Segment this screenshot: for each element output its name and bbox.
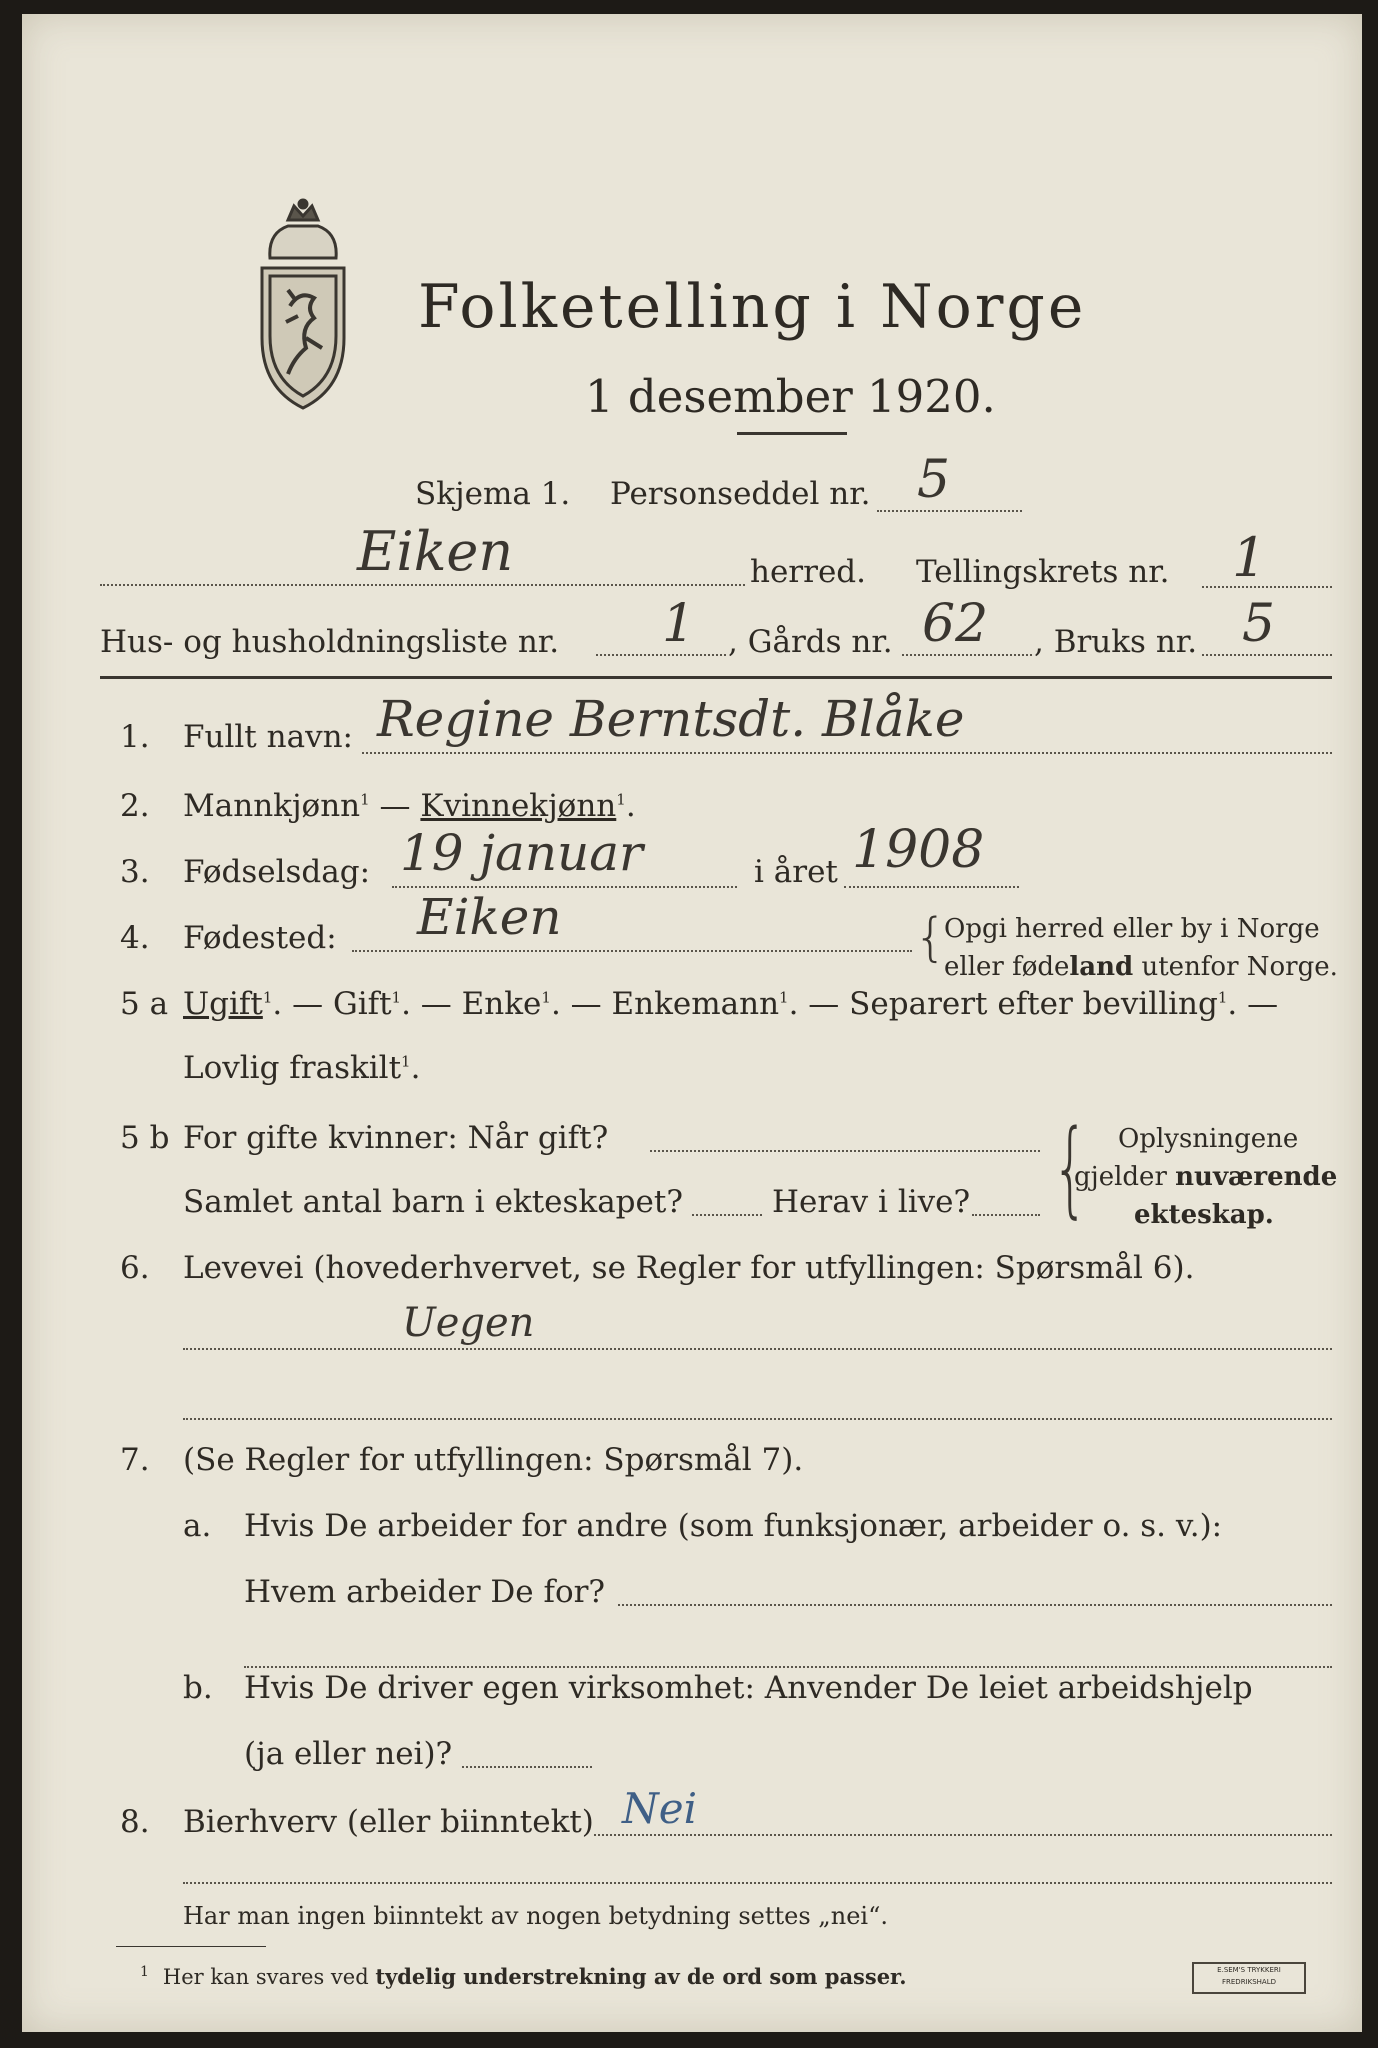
q2-options: Mannkjønn$^1$ — Kvinnekjønn$^1$. xyxy=(183,788,636,824)
q3-birth-day: 19 januar xyxy=(400,824,643,882)
q6-number: 6. xyxy=(120,1250,150,1286)
q5b-line2a-dots xyxy=(692,1214,762,1216)
q7b-line2: (ja eller nei)? xyxy=(244,1736,453,1772)
personseddel-line xyxy=(877,510,1022,512)
q8-line xyxy=(594,1834,1332,1836)
bruks-label: , Bruks nr. xyxy=(1034,624,1198,660)
header-separator xyxy=(100,676,1332,679)
q5b-line2b: Herav i live? xyxy=(772,1184,971,1220)
q6-line1 xyxy=(183,1348,1332,1350)
q4-brace: { xyxy=(914,908,948,968)
hus-label: Hus- og husholdningsliste nr. xyxy=(100,624,560,660)
q7b-line2-dots xyxy=(462,1766,592,1768)
skjema-label: Skjema 1. xyxy=(415,476,571,512)
q6-line2 xyxy=(183,1418,1332,1420)
census-form-page xyxy=(22,14,1362,2032)
herred-label: herred. xyxy=(750,554,866,590)
norwegian-coat-of-arms-icon xyxy=(248,198,358,413)
tellingskrets-value: 1 xyxy=(1232,526,1267,589)
q3-number: 3. xyxy=(120,854,150,890)
q6-occupation: Uegen xyxy=(402,1300,535,1346)
q5b-line1-dots xyxy=(650,1150,1040,1152)
q8-side-income: Nei xyxy=(622,1784,698,1833)
printer-stamp: E.SEM'S TRYKKERI FREDRIKSHALD xyxy=(1192,1962,1306,1994)
q4-label: Fødested: xyxy=(183,920,337,956)
q4-birthplace: Eiken xyxy=(417,888,562,946)
q5b-note-line2: gjelder nuværende xyxy=(1074,1162,1338,1192)
q1-number: 1. xyxy=(120,719,150,755)
footer-note: Har man ingen biinntekt av nogen betydning settes „nei“. xyxy=(183,1902,888,1930)
footnote: $^1$ Her kan svares ved tydelig understrekning av de ord som passer. xyxy=(140,1964,907,1989)
q3-year-line xyxy=(844,886,1019,888)
title-divider xyxy=(737,432,847,435)
q5a-separert: Separert efter bevilling xyxy=(849,986,1218,1022)
q5a-fraskilt: Lovlig fraskilt$^1$. xyxy=(183,1050,421,1086)
q5b-note-line3: ekteskap. xyxy=(1134,1200,1274,1230)
q5b-line2a: Samlet antal barn i ekteskapet? xyxy=(183,1184,683,1220)
q3-birth-year: 1908 xyxy=(852,820,985,880)
q2-number: 2. xyxy=(120,788,150,824)
q5a-enke: Enke xyxy=(461,986,542,1022)
q1-full-name: Regine Berntsdt. Blåke xyxy=(377,690,965,748)
q3-year-label: i året xyxy=(754,854,838,890)
q4-number: 4. xyxy=(120,920,150,956)
q5b-brace: { xyxy=(1052,1107,1089,1229)
herred-line xyxy=(100,584,745,586)
q7a-line2: Hvem arbeider De for? xyxy=(244,1574,606,1610)
q8-number: 8. xyxy=(120,1804,150,1840)
q7-label: (Se Regler for utfyllingen: Spørsmål 7). xyxy=(183,1442,804,1478)
gards-line xyxy=(902,654,1032,656)
q4-note-line2: eller fødeland utenfor Norge. xyxy=(944,952,1338,982)
q5b-number: 5 b xyxy=(120,1120,170,1156)
q5a-gift: Gift xyxy=(332,986,392,1022)
footnote-divider xyxy=(116,1946,266,1947)
q5b-line2b-dots xyxy=(972,1214,1040,1216)
q5a-enkemann: Enkemann xyxy=(611,986,780,1022)
hus-value: 1 xyxy=(662,594,696,654)
q1-label: Fullt navn: xyxy=(183,719,353,755)
census-date: 1 desember 1920. xyxy=(585,370,996,423)
q7a-line2-dots xyxy=(618,1604,1332,1606)
gards-value: 62 xyxy=(922,594,989,654)
q2-female: Kvinnekjønn xyxy=(420,788,617,824)
q7b-letter: b. xyxy=(183,1670,213,1706)
q1-line xyxy=(362,752,1332,754)
q5a-number: 5 a xyxy=(120,986,169,1022)
bruks-line xyxy=(1202,654,1332,656)
bruks-value: 5 xyxy=(1242,594,1276,654)
form-title: Folketelling i Norge xyxy=(418,272,1087,342)
q5b-line1: For gifte kvinner: Når gift? xyxy=(183,1120,609,1156)
tellingskrets-line xyxy=(1202,586,1332,588)
q8-line2 xyxy=(183,1882,1332,1884)
personseddel-value: 5 xyxy=(917,450,951,510)
gards-label: , Gårds nr. xyxy=(728,624,893,660)
q5a-options: Ugift$^1$. — Gift$^1$. — Enke$^1$. — Enkemann$^1$. — Separert efter bevilling$^1$. — xyxy=(183,986,1279,1022)
q3-label: Fødselsdag: xyxy=(183,854,371,890)
q7a-letter: a. xyxy=(183,1508,212,1544)
q5b-note-line1: Oplysningene xyxy=(1118,1124,1299,1154)
q8-label: Bierhverv (eller biinntekt) xyxy=(183,1804,594,1840)
q5a-ugift: Ugift xyxy=(183,986,263,1022)
q2-male: Mannkjønn xyxy=(183,788,361,824)
personseddel-label: Personseddel nr. xyxy=(610,476,871,512)
herred-value: Eiken xyxy=(357,520,514,583)
tellingskrets-label: Tellingskrets nr. xyxy=(916,554,1170,590)
hus-line xyxy=(596,654,726,656)
q7a-line3-dots xyxy=(244,1666,1332,1668)
q4-line xyxy=(352,950,912,952)
q7a-line1: Hvis De arbeider for andre (som funksjonær, arbeider o. s. v.): xyxy=(244,1508,1223,1544)
q4-note-line1: Opgi herred eller by i Norge xyxy=(944,914,1320,944)
q7b-line1: Hvis De driver egen virksomhet: Anvender De leiet arbeidshjelp xyxy=(244,1670,1253,1706)
q7-number: 7. xyxy=(120,1442,150,1478)
q6-label: Levevei (hovederhvervet, se Regler for utfyllingen: Spørsmål 6). xyxy=(183,1250,1195,1286)
